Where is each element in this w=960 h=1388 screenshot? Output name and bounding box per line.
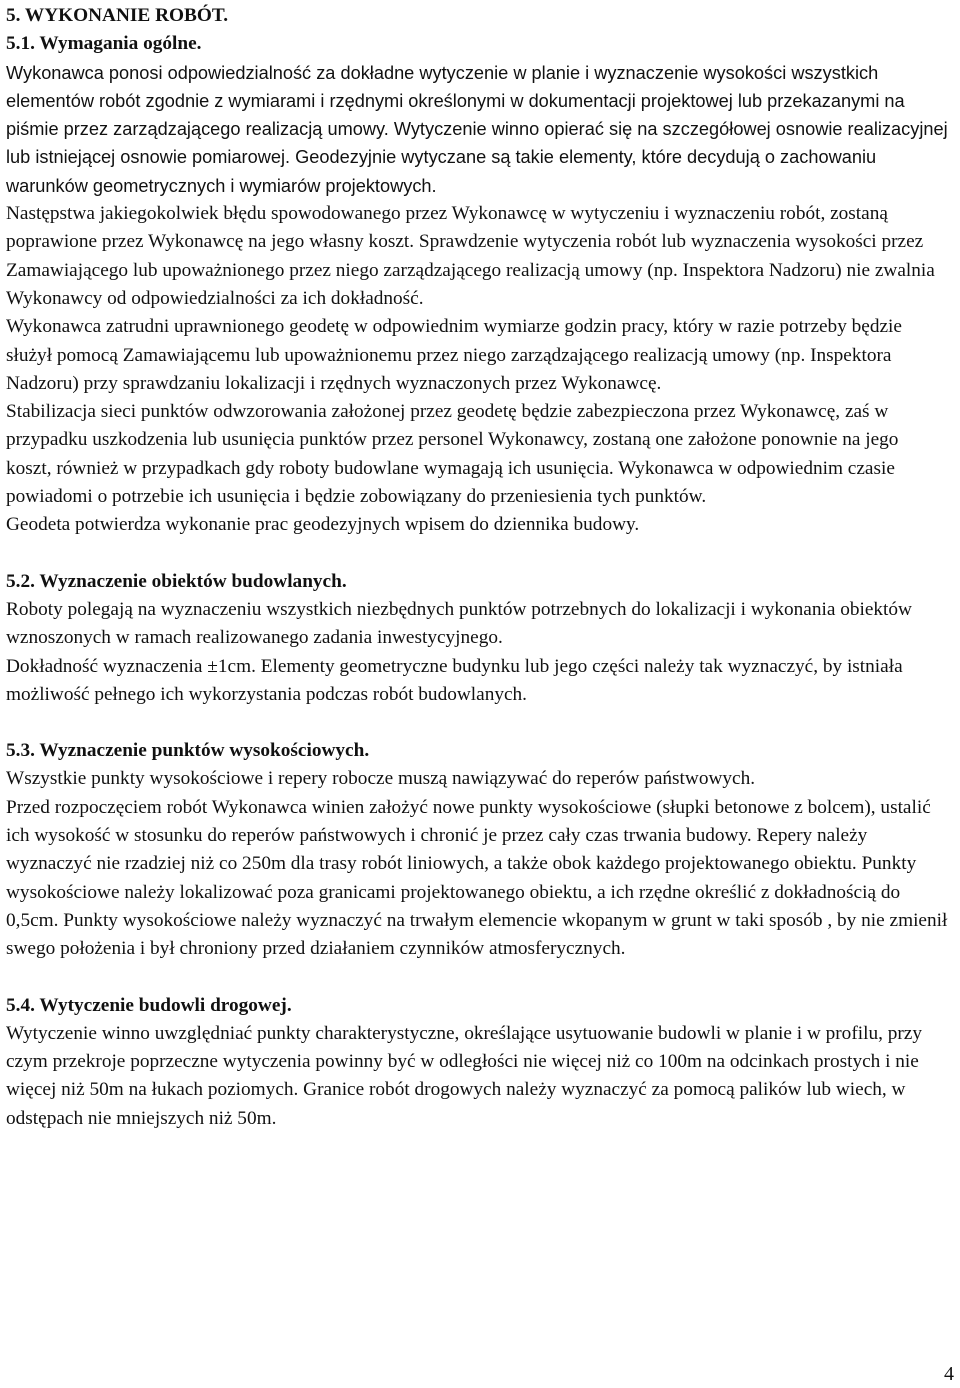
chapter-heading: 5. WYKONANIE ROBÓT. [6,5,229,26]
spacer [6,709,948,737]
spacer [6,540,948,568]
paragraph: Następstwa jakiegokolwiek błędu spowodowanego przez Wykonawcę w wytyczeniu i wyznaczeniu robót, zostaną poprawione przez Wykonawcę na jego własny koszt. Sprawdzenie wytyczenia robót lub wyznaczenia wysokości przez Zamawiającego lub upoważnionego przez niego zarządzającego realizacją umowy (np. Inspektora Nadzoru) nie zwalnia Wykonawcy od odpowiedzialności za ich dokładność. [6,203,935,309]
page-number: 4 [944,1363,954,1385]
section-heading-5-2: 5.2. Wyznaczenie obiektów budowlanych. [6,570,347,592]
document-page [6,2,948,1133]
paragraph: Wszystkie punkty wysokościowe i repery robocze muszą nawiązywać do reperów państwowych. [6,768,756,790]
section-heading-5-4: 5.4. Wytyczenie budowli drogowej. [6,994,292,1016]
paragraph: Roboty polegają na wyznaczeniu wszystkich niezbędnych punktów potrzebnych do lokalizacji i wykonania obiektów wznoszonych w ramach realizowanego zadania inwestycyjnego. [6,598,912,649]
paragraph: Wykonawca zatrudni uprawnionego geodetę w odpowiednim wymiarze godzin pracy, który w razie potrzeby będzie służył pomocą Zamawiającemu lub upoważnionemu przez niego zarządzającego realizacją umowy (np. Inspektora Nadzoru) przy sprawdzaniu lokalizacji i rzędnych wyznaczonych przez Wykonawcę. [6,316,902,394]
paragraph: Wykonawca ponosi odpowiedzialność za dokładne wytyczenie w planie i wyznaczenie wysokości wszystkich elementów robót zgodnie z wymiarami i rzędnymi określonymi w dokumentacji projektowej lub przekazanymi na piśmie przez zarządzającego realizacją umowy. Wytyczenie winno opierać się na szczegółowej osnowie realizacyjnej lub istniejącej osnowie pomiarowej. Geodezyjnie wytyczane są takie elementy, które decydują o zachowaniu warunków geometrycznych i wymiarów projektowych. [6,62,948,196]
paragraph: Dokładność wyznaczenia ±1cm. Elementy geometryczne budynku lub jego części należy tak wyznaczyć, by istniała możliwość pełnego ich wykorzystania podczas robót budowlanych. [6,655,903,705]
section-heading-5-1: 5.1. Wymagania ogólne. [6,33,202,55]
paragraph: Wytyczenie winno uwzględniać punkty charakterystyczne, określające usytuowanie budowli w planie i w profilu, przy czym przekroje poprzeczne wytyczenia powinny być w odległości nie więcej niż co 100m na odcinkach prostych i nie więcej niż 50m na łukach poziomych. Granice robót drogowych należy wyznaczyć za pomocą palików lub wiech, w odstępach nie mniejszych niż 50m. [6,1022,923,1129]
paragraph: Geodeta potwierdza wykonanie prac geodezyjnych wpisem do dziennika budowy. [6,514,640,536]
spacer [6,964,948,992]
paragraph: Stabilizacja sieci punktów odwzorowania założonej przez geodetę będzie zabezpieczona przez Wykonawcę, zaś w przypadku uszkodzenia lub usunięcia punktów przez personel Wykonawcy, zostaną one założone ponownie na jego koszt, również w przypadkach gdy roboty budowlane wymagają ich usunięcia. Wykonawca w odpowiednim czasie powiadomi o potrzebie ich usunięcia i będzie zobowiązany do przeniesienia tych punktów. [6,401,899,508]
section-heading-5-3: 5.3. Wyznaczenie punktów wysokościowych. [6,740,370,762]
paragraph: Przed rozpoczęciem robót Wykonawca winien założyć nowe punkty wysokościowe (słupki betonowe z bolcem), ustalić ich wysokość w stosunku do reperów państwowych i chronić je przez cały czas trwania budowy. Repery należy wyznaczyć nie rzadziej niż co 250m dla trasy robót liniowych, a także obok każdego projektowanego obiektu. Punkty wysokościowe należy lokalizować poza granicami projektowanego obiektu, a ich rzędne określić z dokładnością do 0,5cm. Punkty wysokościowe należy wyznaczyć na trwałym elemencie wkopanym w grunt w taki sposób , by nie zmienił swego położenia i był chroniony przed działaniem czynników atmosferycznych. [6,796,948,960]
